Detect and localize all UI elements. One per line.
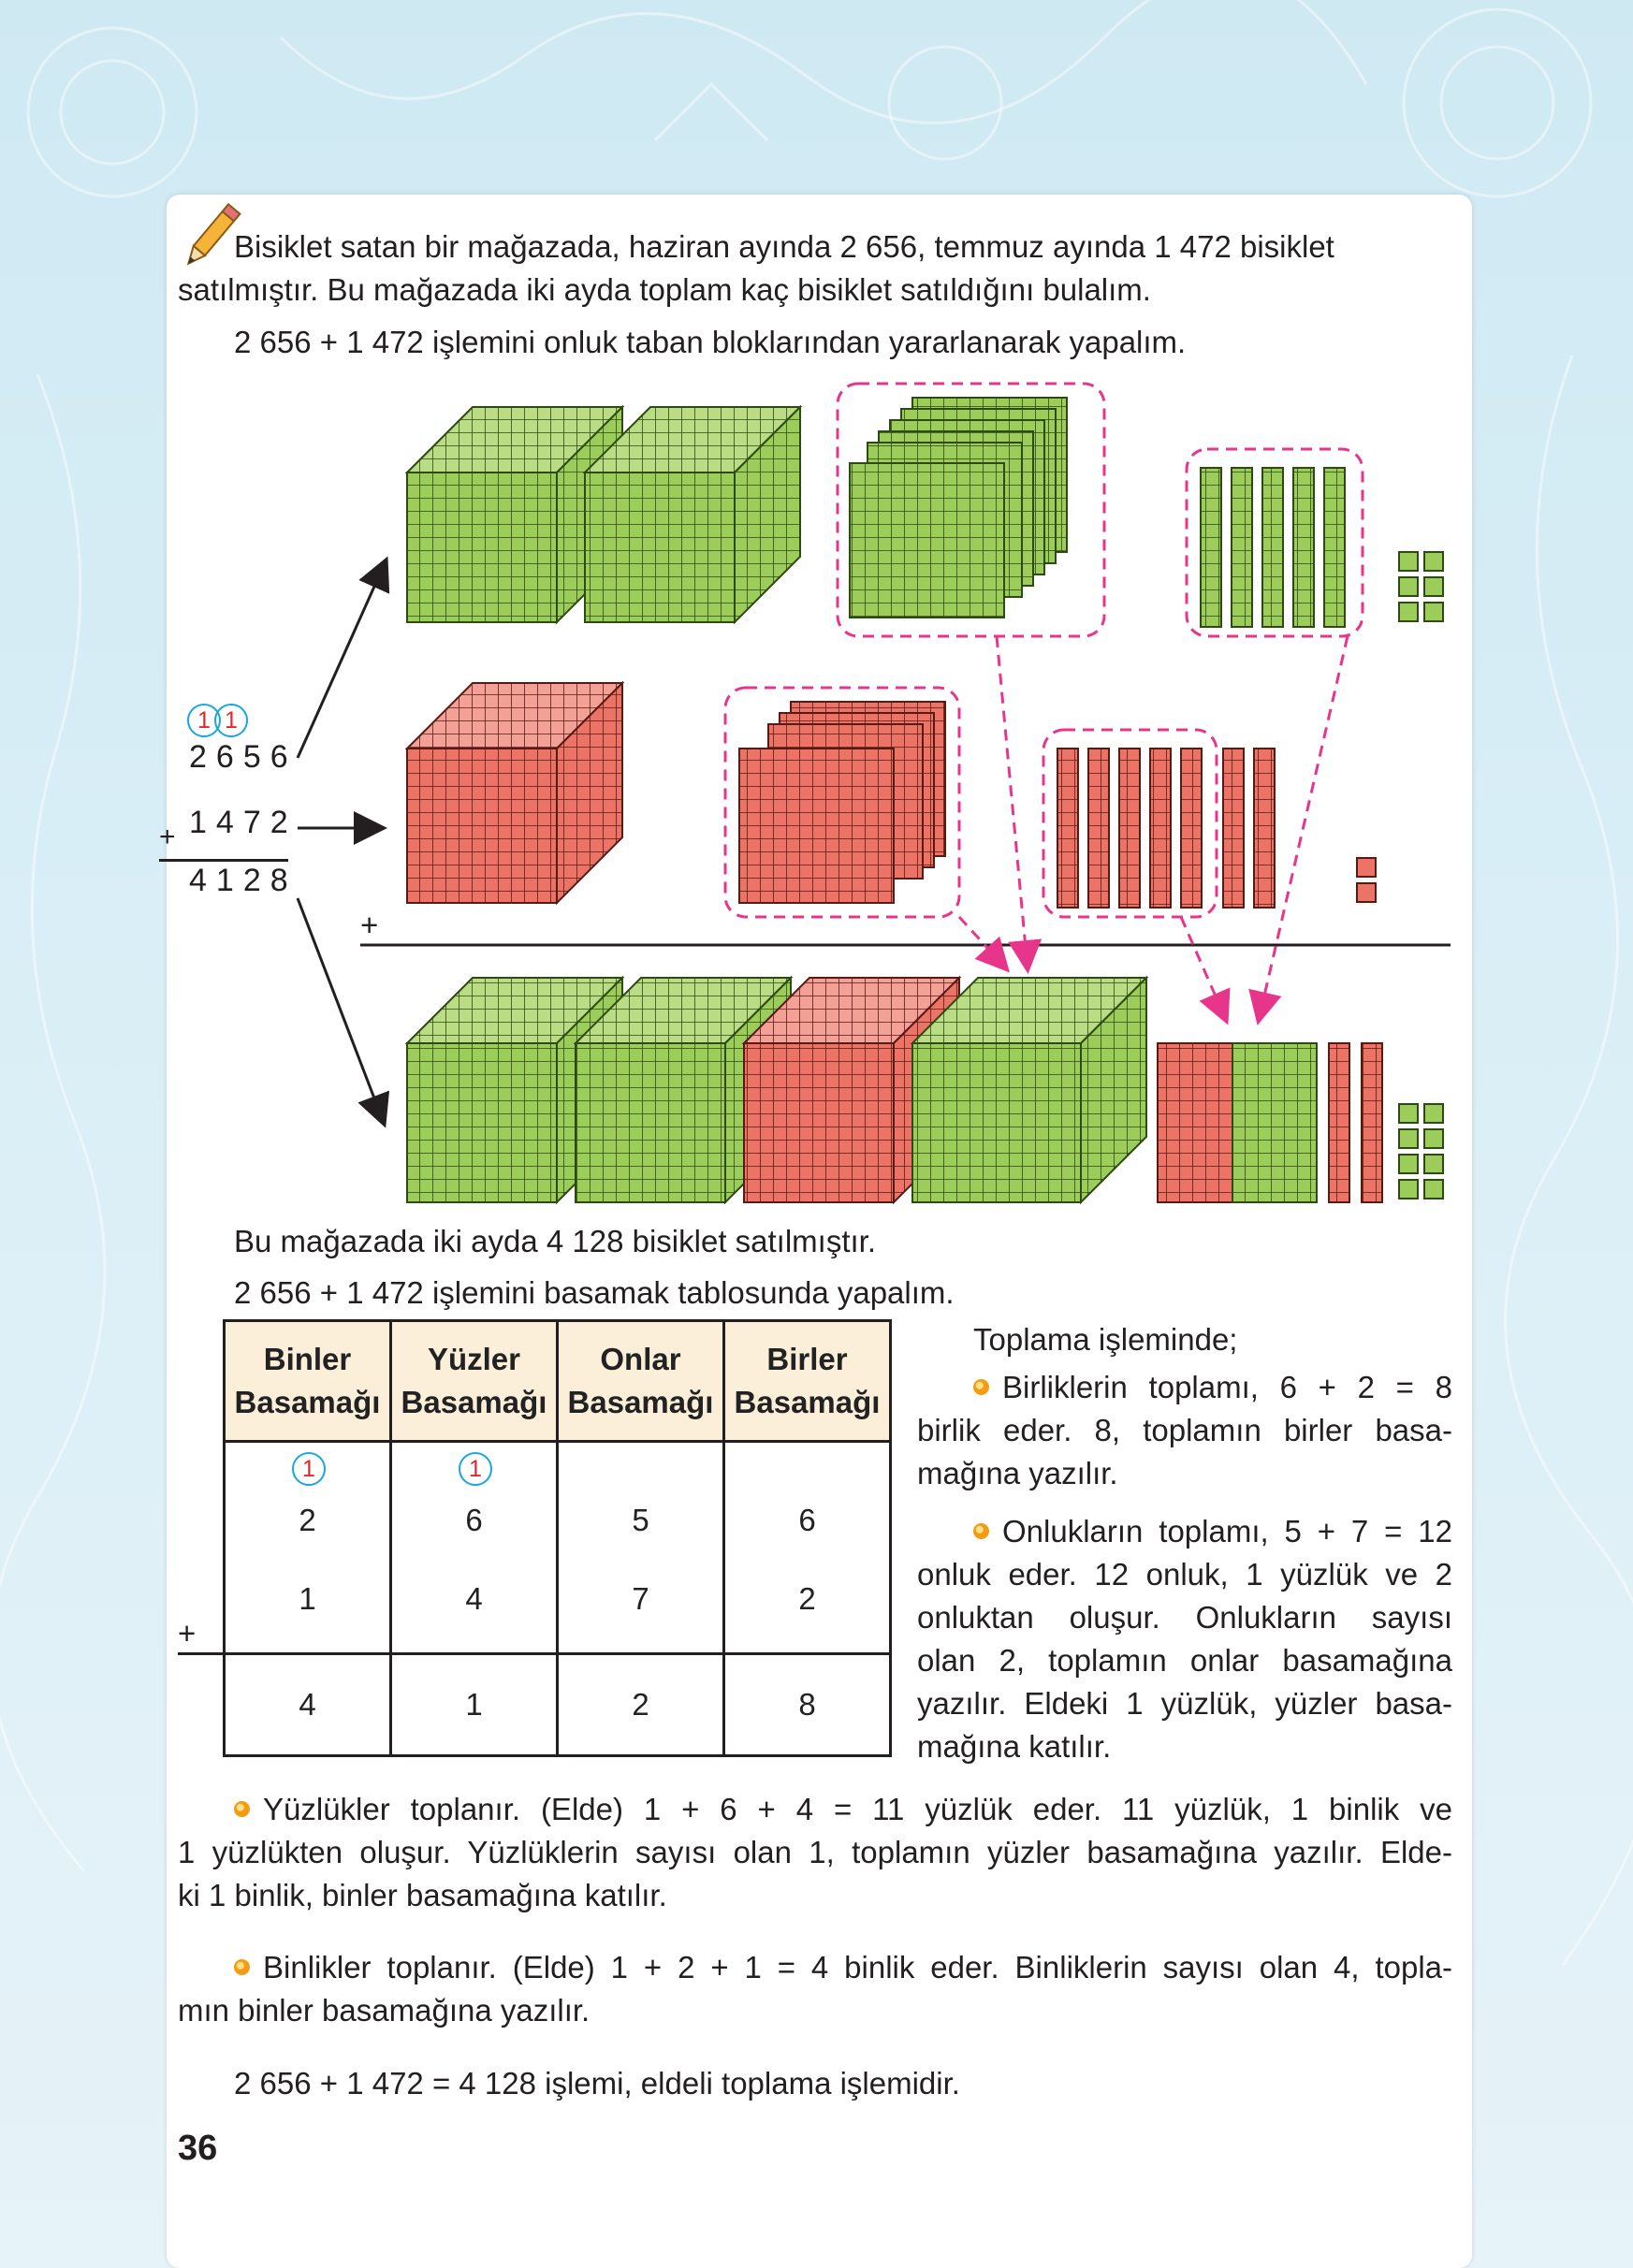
table-intro: 2 656 + 1 472 işlemini basamak tablosunda yapalım. bbox=[234, 1275, 955, 1310]
explain-bullet-2: Onlukların toplamı, 5 + 7 = 12 onluk eder. 12 onluk, 1 yüzlük ve 2 onluktan oluşur. Onlukların sayısı olan 2, toplamın onlar basamağına yazılır. Eldeki 1 yüzlük, yüzler basa- mağına katılır. bbox=[917, 1514, 1452, 1764]
header-yuzler: Yüzler Basamağı bbox=[391, 1321, 558, 1442]
carry-digit: 1 bbox=[459, 1452, 492, 1486]
vertical-plus-sign: + bbox=[159, 821, 185, 852]
table-cell: 2 bbox=[798, 1581, 816, 1616]
unit-cubes-green bbox=[1399, 552, 1443, 621]
explain-bullet-1: Birliklerin toplamı, 6 + 2 = 8 birlik eder. 8, toplamın birler basa- mağına yazılır. bbox=[917, 1370, 1452, 1490]
unit-cubes-result bbox=[1399, 1104, 1443, 1199]
explain-bullet-3: Yüzlükler toplanır. (Elde) 1 + 6 + 4 = 11 yüzlük eder. 11 yüzlük, 1 binlik ve 1 yüzlükten oluşur. Yüzlüklerin sayısı olan 1, toplamın yüzler basamağına yazılır. Elde- ki 1 binlik, binler basamağına katılır. bbox=[178, 1792, 1452, 1912]
table-cell: 7 bbox=[632, 1581, 649, 1616]
header-onlar: Onlar Basamağı bbox=[558, 1321, 724, 1442]
unit-cubes-red bbox=[1357, 858, 1376, 902]
table-cell: 1 bbox=[391, 1654, 558, 1756]
explain-heading: Toplama işleminde; bbox=[973, 1322, 1238, 1357]
table-header-row bbox=[225, 1321, 891, 1442]
carry-digit: 1 bbox=[187, 704, 221, 737]
bullet-icon bbox=[973, 1379, 989, 1395]
table-cell: 4 bbox=[225, 1654, 391, 1756]
place-value-table bbox=[223, 1319, 892, 1757]
result-sentence: Bu mağazada iki ayda 4 128 bisiklet satılmıştır. bbox=[234, 1224, 877, 1258]
hundred-flat-mixed bbox=[1158, 1043, 1317, 1202]
table-cell: 1 bbox=[299, 1581, 316, 1616]
intro-line-1: Bisiklet satan bir mağazada, haziran ayında 2 656, temmuz ayında 1 472 bisiklet bbox=[234, 229, 1334, 264]
page-number: 36 bbox=[178, 2129, 218, 2168]
bullet-icon bbox=[234, 1801, 250, 1817]
hundred-flats-green bbox=[850, 398, 1067, 618]
table-cell: 6 bbox=[798, 1503, 816, 1537]
table-sum-line bbox=[178, 1652, 225, 1655]
vertical-result: 4128 bbox=[189, 863, 298, 898]
table-cell: 6 bbox=[465, 1503, 483, 1537]
explain-bullet-4: Binlikler toplanır. (Elde) 1 + 2 + 1 = 4 binlik eder. Binliklerin sayısı olan 4, topla- mın binler basamağına yazılır. bbox=[178, 1950, 1452, 2028]
bullet-icon bbox=[234, 1959, 250, 1975]
ten-rods-result bbox=[1329, 1043, 1382, 1202]
table-cell: 8 bbox=[724, 1654, 891, 1756]
header-birler: Birler Basamağı bbox=[724, 1321, 891, 1442]
vertical-addend-2: 1472 bbox=[189, 805, 298, 840]
hundred-flats-red bbox=[739, 702, 945, 903]
carry-digit: 1 bbox=[214, 704, 248, 737]
table-cell: 2 bbox=[558, 1654, 724, 1756]
blocks-plus-sign: + bbox=[360, 908, 379, 942]
ten-rods-red bbox=[1057, 749, 1275, 908]
conclusion: 2 656 + 1 472 = 4 128 işlemi, eldeli toplama işlemidir. bbox=[234, 2066, 960, 2101]
vertical-sum-line bbox=[159, 859, 288, 862]
table-plus-sign: + bbox=[178, 1616, 197, 1650]
carry-digit: 1 bbox=[292, 1452, 326, 1486]
table-cell: 2 bbox=[299, 1503, 316, 1537]
table-cell: 4 bbox=[465, 1581, 483, 1616]
table-row bbox=[225, 1442, 891, 1654]
vertical-addend-1: 2656 bbox=[189, 739, 298, 775]
thousand-cube-red bbox=[407, 683, 622, 903]
bullet-icon bbox=[973, 1523, 989, 1539]
thousand-cube-mixed bbox=[912, 978, 1146, 1202]
ten-rods-green bbox=[1201, 468, 1345, 627]
header-binler: Binler Basamağı bbox=[225, 1321, 391, 1442]
table-cell: 5 bbox=[632, 1503, 649, 1537]
thousand-cube-green bbox=[585, 407, 800, 622]
intro-line-2: satılmıştır. Bu mağazada iki ayda toplam kaç bisiklet satıldığını bulalım. bbox=[178, 272, 1151, 307]
table-sum-row bbox=[225, 1654, 891, 1756]
intro-line-3: 2 656 + 1 472 işlemini onluk taban bloklarından yararlanarak yapalım. bbox=[234, 325, 1187, 359]
